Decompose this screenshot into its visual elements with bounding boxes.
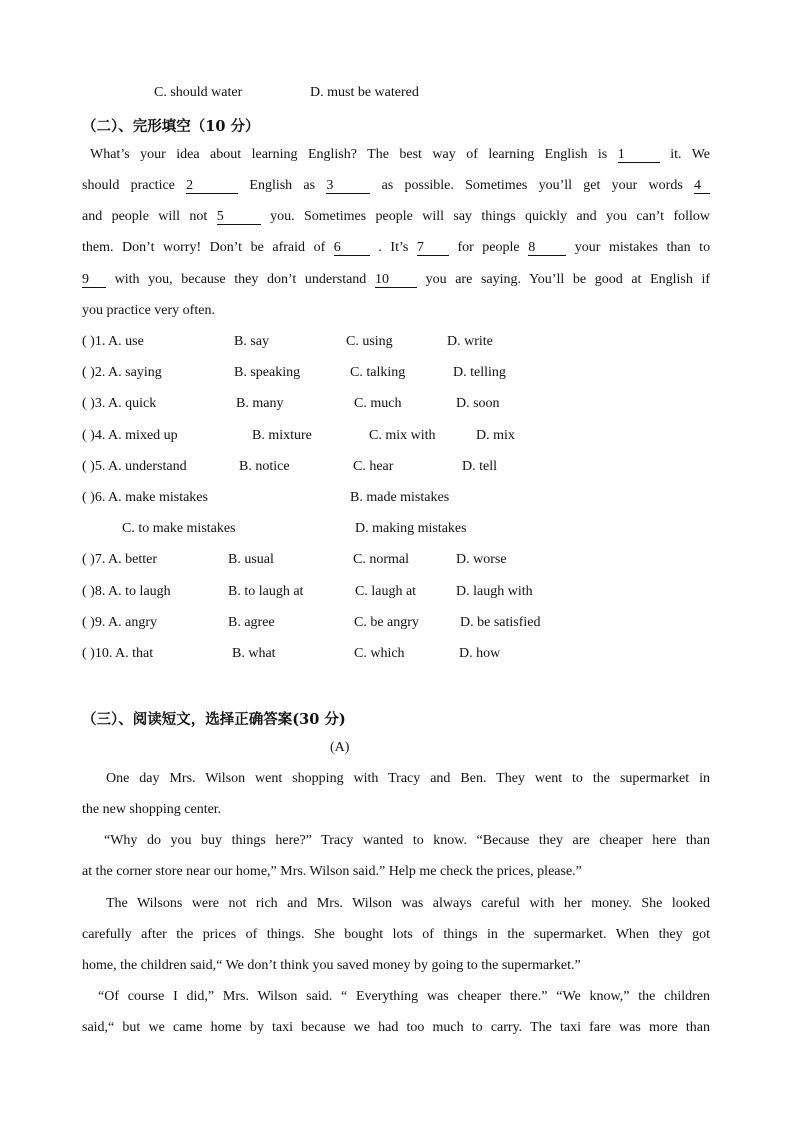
option-c-prev-question: C. should water [154, 85, 243, 100]
passage-line-6: you practice very often. [82, 303, 215, 318]
question-4: ( )4. A. mixed up [82, 428, 178, 443]
option-d: D. worse [456, 552, 507, 567]
option-c: C. using [346, 334, 393, 349]
option-c: C. mix with [369, 428, 436, 443]
option-b: B. agree [228, 615, 275, 630]
reading-line: said,“ but we came home by taxi because we had too much to carry. The taxi fare was more than [82, 1020, 710, 1035]
blank-9: 9 [82, 273, 106, 288]
option-c: C. to make mistakes [122, 521, 236, 536]
option-d-prev-question: D. must be watered [310, 85, 419, 100]
passage-text: . It’s [378, 240, 409, 255]
passage-line-2 [82, 178, 710, 194]
passage-text: them. Don’t worry! Don’t be afraid of [82, 240, 326, 255]
passage-text: and people will not [82, 209, 208, 224]
passage-text: as possible. Sometimes you’ll get your words [381, 178, 683, 193]
passage-text: should practice [82, 178, 175, 193]
reading-line: The Wilsons were not rich and Mrs. Wilson was always careful with her money. She looked [106, 896, 710, 911]
section-2-heading: （二）、完形填空（10 分） [82, 118, 260, 135]
question-3: ( )3. A. quick [82, 396, 157, 411]
blank-7: 7 [417, 241, 449, 256]
reading-line: One day Mrs. Wilson went shopping with Tracy and Ben. They went to the supermarket in [106, 771, 710, 786]
question-9: ( )9. A. angry [82, 615, 158, 630]
blank-4: 4 [694, 179, 710, 194]
option-b: B. made mistakes [350, 490, 450, 505]
question-2: ( )2. A. saying [82, 365, 162, 380]
option-c: C. be angry [354, 615, 419, 630]
passage-label: (A) [330, 740, 350, 755]
reading-line: “Why do you buy things here?” Tracy wanted to know. “Because they are cheaper here than [104, 833, 710, 848]
reading-line: the new shopping center. [82, 802, 222, 817]
passage-line-4 [82, 240, 710, 256]
passage-line-5 [82, 272, 710, 288]
option-d: D. mix [476, 428, 515, 443]
passage-text: your mistakes than to [574, 240, 711, 255]
reading-line: carefully after the prices of things. She bought lots of things in the supermarket. When they got [82, 927, 710, 942]
question-7: ( )7. A. better [82, 552, 158, 567]
blank-2: 2 [186, 179, 238, 194]
passage-text: it. We [670, 147, 711, 162]
question-1: ( )1. A. use [82, 334, 144, 349]
option-d: D. telling [453, 365, 506, 380]
option-c: C. much [354, 396, 402, 411]
question-10: ( )10. A. that [82, 646, 154, 661]
option-c: C. normal [353, 552, 409, 567]
passage-text: with you, because they don’t understand [114, 272, 367, 287]
blank-8: 8 [528, 241, 566, 256]
option-c: C. which [354, 646, 405, 661]
blank-3: 3 [326, 179, 370, 194]
option-c: C. laugh at [355, 584, 417, 599]
option-d: D. be satisfied [460, 615, 541, 630]
blank-1: 1 [618, 148, 660, 163]
option-b: B. what [232, 646, 276, 661]
blank-6: 6 [334, 241, 370, 256]
option-d: D. making mistakes [355, 521, 467, 536]
option-d: D. soon [456, 396, 500, 411]
passage-line-3 [82, 209, 710, 225]
option-b: B. say [234, 334, 269, 349]
blank-10: 10 [375, 273, 417, 288]
option-b: B. notice [239, 459, 290, 474]
passage-text: you. Sometimes people will say things quickly and you can’t follow [270, 209, 710, 224]
reading-line: home, the children said,“ We don’t think you saved money by going to the supermarket.” [82, 958, 581, 973]
reading-line: “Of course I did,” Mrs. Wilson said. “ Everything was cheaper there.” “We know,” the children [98, 989, 710, 1004]
passage-text: What’s your idea about learning English? The best way of learning English is [90, 147, 608, 162]
option-c: C. talking [350, 365, 406, 380]
option-c: C. hear [353, 459, 394, 474]
option-d: D. how [459, 646, 501, 661]
question-8: ( )8. A. to laugh [82, 584, 171, 599]
option-b: B. usual [228, 552, 274, 567]
option-b: B. mixture [252, 428, 312, 443]
option-b: B. many [236, 396, 284, 411]
option-d: D. laugh with [456, 584, 533, 599]
option-d: D. tell [462, 459, 497, 474]
passage-text: English as [249, 178, 316, 193]
option-d: D. write [447, 334, 493, 349]
reading-line: at the corner store near our home,” Mrs. Wilson said.” Help me check the prices, please.” [82, 864, 582, 879]
option-b: B. to laugh at [228, 584, 304, 599]
question-6: ( )6. A. make mistakes [82, 490, 208, 505]
section-3-heading: （三）、阅读短文，选择正确答案(30 分) [82, 711, 346, 728]
question-5: ( )5. A. understand [82, 459, 187, 474]
blank-5: 5 [217, 210, 261, 225]
passage-line-1 [90, 147, 710, 163]
passage-text: for people [457, 240, 520, 255]
passage-text: you are saying. You’ll be good at English if [425, 272, 711, 287]
option-b: B. speaking [234, 365, 301, 380]
